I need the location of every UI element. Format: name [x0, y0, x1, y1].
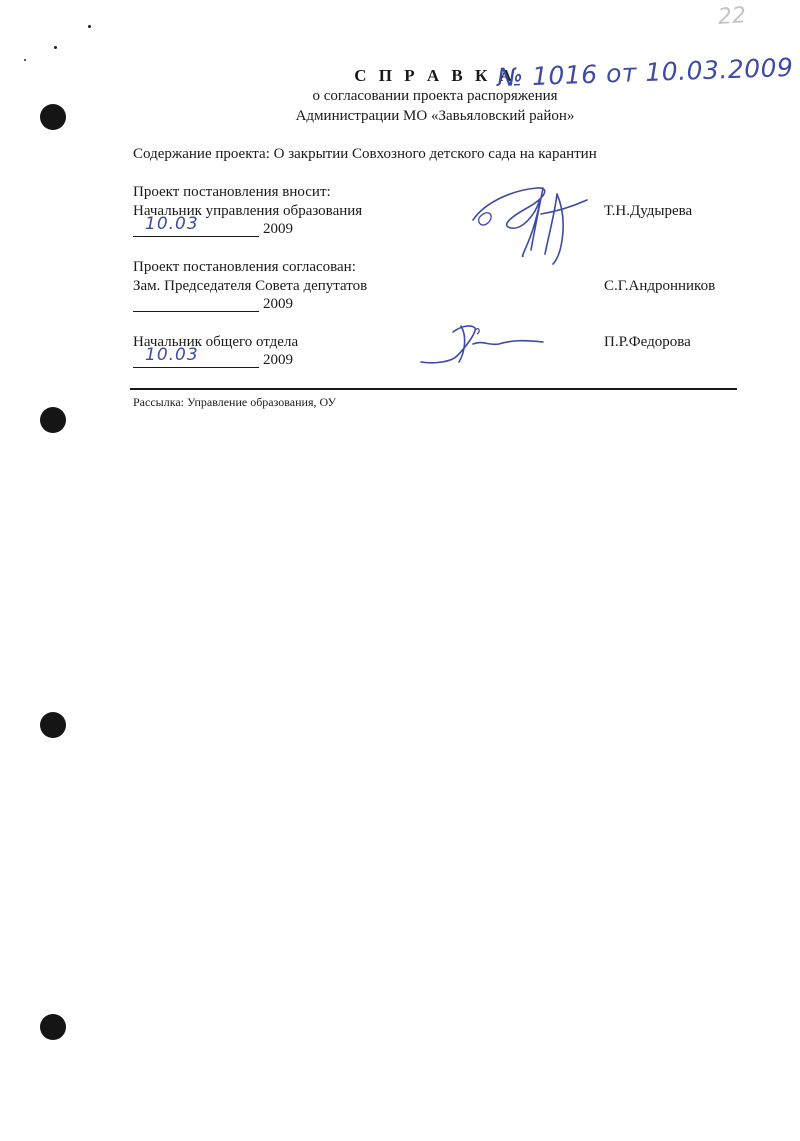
approver-name: П.Р.Федорова — [604, 334, 691, 350]
handwritten-page-number: 22 — [717, 3, 747, 30]
document-subtitle-line1: о согласовании проекта распоряжения — [312, 88, 558, 104]
scan-speck — [54, 46, 57, 49]
signature-fedorova — [415, 318, 550, 370]
scan-speck — [24, 59, 26, 61]
document-title: С П Р А В К А — [354, 66, 516, 85]
approval-position: Начальник общего отдела — [133, 334, 299, 350]
approval-date-row — [133, 214, 333, 240]
approval-date-row — [133, 345, 333, 371]
approval-header: Проект постановления вносит: — [133, 184, 331, 200]
mailing-list: Рассылка: Управление образования, ОУ — [133, 395, 336, 409]
punch-hole — [40, 407, 66, 433]
approval-position: Зам. Председателя Совета депутатов — [133, 278, 368, 294]
approval-date-row — [133, 295, 333, 315]
date-year: 2009 — [263, 221, 293, 237]
punch-hole — [40, 1014, 66, 1040]
signature-dudyreva — [465, 178, 600, 266]
approval-position: Начальник управления образования — [133, 203, 363, 219]
approval-header: Проект постановления согласован: — [133, 259, 356, 275]
handwritten-registration-number: № 1016 от 10.03.2009 — [496, 52, 794, 93]
date-year: 2009 — [263, 352, 293, 368]
scan-speck — [88, 25, 91, 28]
handwritten-date: 10.03 — [145, 214, 199, 234]
date-year: 2009 — [263, 296, 293, 312]
divider-line — [130, 388, 737, 390]
approver-name: Т.Н.Дудырева — [604, 203, 693, 219]
date-blank-line — [133, 295, 259, 312]
handwritten-date: 10.03 — [145, 345, 199, 365]
document-subtitle-line2: Администрации МО «Завьяловский район» — [295, 108, 575, 124]
approver-name: С.Г.Андронников — [604, 278, 716, 294]
project-content: Содержание проекта: О закрытии Совхозного детского сада на карантин — [133, 146, 597, 162]
punch-hole — [40, 712, 66, 738]
